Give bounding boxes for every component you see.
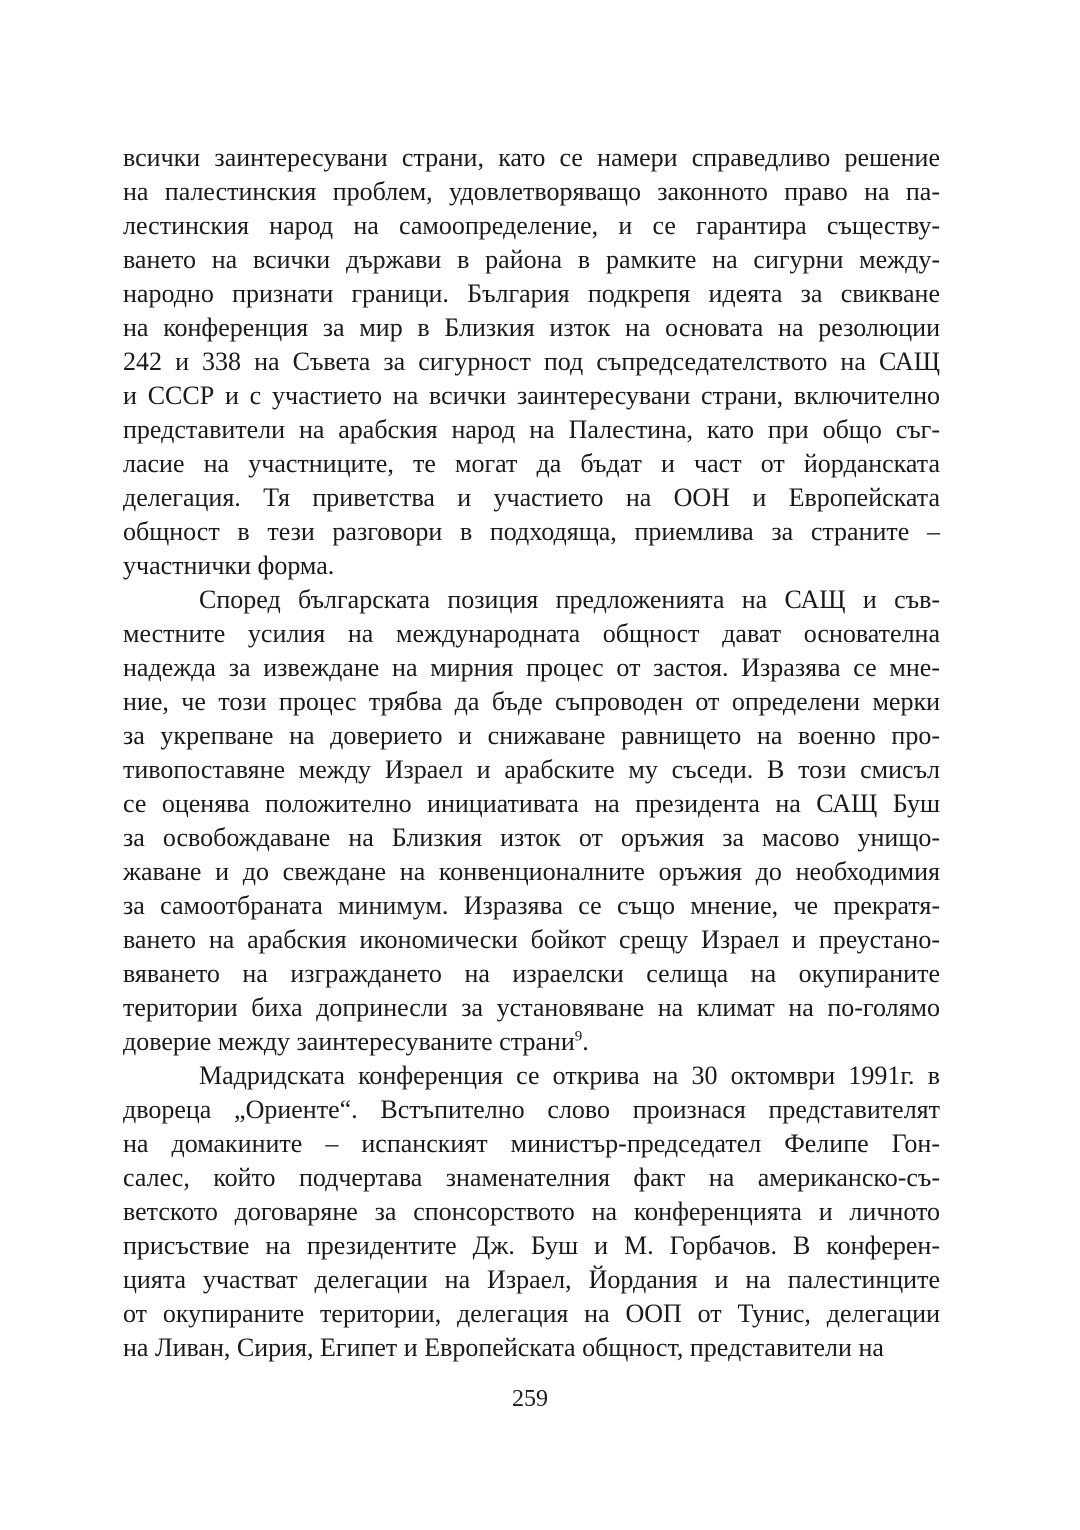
line-text: салес, който подчертава знаменателния факт на американско-съ- [123,1163,940,1192]
line-text: доверие между заинтересуваните страни [123,1027,575,1056]
text-line [123,923,940,957]
line-text: ласие на участниците, те могат да бъдат и част от йорданската [123,449,940,478]
line-text: ването на арабския икономически бойкот срещу Израел и преустано- [123,925,940,954]
text-line [123,1229,940,1263]
text-line [123,1161,940,1195]
line-text: на палестинския проблем, удовлетворяващо законното право на па- [123,177,940,206]
text-line [123,1093,940,1127]
line-text: територии биха допринесли за установяване на климат на по-голямо [123,993,940,1022]
paragraph-3 [123,1059,940,1365]
text-line [123,1331,940,1365]
text-line [123,311,940,345]
line-text: на Ливан, Сирия, Египет и Европейската общност, представители на [123,1333,884,1362]
line-text: и СССР и с участието на всички заинтересувани страни, включително [123,381,940,410]
text-line [123,651,940,685]
line-text: двореца „Ориенте“. Встъпително слово произнася представителят [123,1095,940,1124]
line-text: цията участват делегации на Израел, Йордания и на палестинците [123,1265,940,1294]
line-text: от окупираните територии, делегация на ООП от Тунис, делегации [123,1299,940,1328]
line-text: за освобождаване на Близкия изток от оръжия за масово унищо- [123,823,940,852]
text-line [123,1263,940,1297]
line-text: ние, че този процес трябва да бъде съпроводен от определени мерки [123,687,940,716]
text-line [123,821,940,855]
line-text: местните усилия на международната общност дават основателна [123,619,940,648]
page-number: 259 [512,1386,548,1412]
line-text: се оценява положително инициативата на президента на САЩ Буш [123,789,940,818]
text-line [123,1127,940,1161]
line-text: тивопоставяне между Израел и арабските му съседи. В този смисъл [123,755,940,784]
paragraph-1 [123,141,940,583]
trailing-punctuation: . [582,1027,589,1056]
text-line [123,583,940,617]
line-text: вяването на изграждането на израелски селища на окупираните [123,959,940,988]
line-text: Според българската позиция предложенията на САЩ и съв- [199,585,940,614]
line-text: народно признати граници. България подкрепя идеята за свикване [123,279,940,308]
text-line [123,243,940,277]
line-text: участнички форма. [123,551,335,580]
line-text: ването на всички държави в района в рамките на сигурни между- [123,245,940,274]
text-line [123,787,940,821]
text-line [123,617,940,651]
line-text: 242 и 338 на Съвета за сигурност под съпредседателството на САЩ [123,347,940,376]
text-line [123,957,940,991]
line-text: ветското договаряне за спонсорството на конференцията и личното [123,1197,940,1226]
text-line [123,549,940,583]
text-line [123,855,940,889]
text-line [123,447,940,481]
text-line [123,1025,940,1059]
line-text: делегация. Тя приветства и участието на ООН и Европейската [123,483,940,512]
text-line [123,889,940,923]
body-text [123,141,940,1365]
text-line [123,413,940,447]
line-text: надежда за извеждане на мирния процес от застоя. Изразява се мне- [123,653,940,682]
line-text: за самоотбраната минимум. Изразява се също мнение, че прекратя- [123,891,940,920]
text-line [123,1195,940,1229]
text-line [123,1059,940,1093]
text-line [123,345,940,379]
line-text: присъствие на президентите Дж. Буш и М. Горбачов. В конферен- [123,1231,940,1260]
text-line [123,277,940,311]
footnote-reference[interactable]: 9 [574,1028,583,1045]
line-text: на конференция за мир в Близкия изток на основата на резолюции [123,313,940,342]
line-text: общност в тези разговори в подходяща, приемлива за страните – [123,517,940,546]
text-line [123,141,940,175]
text-line [123,685,940,719]
text-line [123,1297,940,1331]
text-line [123,515,940,549]
line-text: жаване и до свеждане на конвенционалните оръжия до необходимия [123,857,940,886]
line-text: Мадридската конференция се открива на 30 октомври 1991г. в [199,1061,940,1090]
paragraph-2 [123,583,940,1059]
line-text: на домакините – испанският министър-председател Фелипе Гон- [123,1129,940,1158]
text-line [123,719,940,753]
text-line [123,753,940,787]
line-text: представители на арабския народ на Палестина, като при общо съг- [123,415,940,444]
text-line [123,175,940,209]
text-line [123,481,940,515]
line-text: лестинския народ на самоопределение, и се гарантира съществу- [123,211,940,240]
line-text: за укрепване на доверието и снижаване равнището на военно про- [123,721,940,750]
line-text: всички заинтересувани страни, като се намери справедливо решение [123,143,940,172]
text-line [123,379,940,413]
text-line [123,209,940,243]
text-line [123,991,940,1025]
